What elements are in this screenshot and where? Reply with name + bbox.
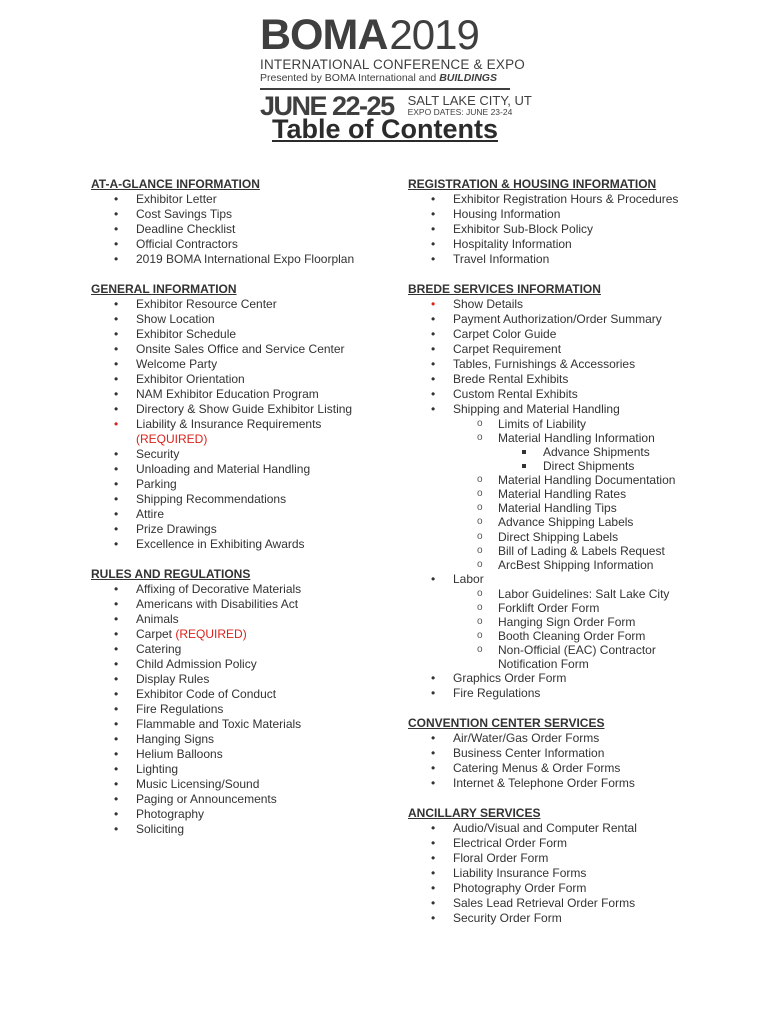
toc-item[interactable]: • Music Licensing/Sound — [91, 777, 391, 792]
toc-item[interactable]: • Attire — [91, 507, 391, 522]
toc-item[interactable]: • Business Center Information — [408, 746, 738, 761]
toc-item[interactable]: • Catering Menus & Order Forms — [408, 761, 738, 776]
toc-item[interactable]: • Deadline Checklist — [91, 222, 391, 237]
section-brede-services — [408, 282, 738, 701]
toc-item[interactable]: • Display Rules — [91, 672, 391, 687]
toc-item[interactable]: • Soliciting — [91, 822, 391, 837]
toc-subitem[interactable]: o Hanging Sign Order Form — [453, 615, 738, 629]
toc-item-shipping[interactable]: • Shipping and Material Handling o Limits of Liability o Material Handling Information Advance Shipments Direct Shipments o Material Handling Documentation o Material Handling Rates o Material Handling Tips o Advance Shipping Labels o Direct Shipping Labels o Bill of Lading & Labels Request o ArcBest Shipping Information — [408, 402, 738, 572]
toc-item[interactable]: • Security — [91, 447, 391, 462]
section-heading[interactable]: REGISTRATION & HOUSING INFORMATION — [408, 177, 657, 191]
logo-year: 2019 — [389, 11, 479, 58]
toc-subitem[interactable]: o Advance Shipping Labels — [453, 515, 738, 529]
toc-item[interactable]: • Flammable and Toxic Materials — [91, 717, 391, 732]
toc-item[interactable]: • Hospitality Information — [408, 237, 738, 252]
toc-item-show-details[interactable]: • Show Details — [408, 297, 738, 312]
toc-item[interactable]: • Exhibitor Letter — [91, 192, 391, 207]
logo-brand: BOMA — [260, 11, 388, 59]
toc-item[interactable]: • Unloading and Material Handling — [91, 462, 391, 477]
logo-city: SALT LAKE CITY, UT — [407, 93, 532, 108]
toc-subsubitem[interactable]: Direct Shipments — [498, 459, 738, 473]
toc-item[interactable]: • Floral Order Form — [408, 851, 738, 866]
toc-item[interactable]: • Directory & Show Guide Exhibitor Listing — [91, 402, 391, 417]
toc-item[interactable]: • Exhibitor Schedule — [91, 327, 391, 342]
toc-item[interactable]: • Animals — [91, 612, 391, 627]
toc-subitem[interactable]: o Forklift Order Form — [453, 601, 738, 615]
section-registration-housing — [408, 177, 738, 267]
toc-item[interactable]: • Internet & Telephone Order Forms — [408, 776, 738, 791]
toc-item[interactable]: • Electrical Order Form — [408, 836, 738, 851]
logo-presented-line: Presented by BOMA International and BUILDINGS — [260, 72, 497, 84]
toc-item[interactable]: • Catering — [91, 642, 391, 657]
toc-subitem[interactable]: o Limits of Liability — [453, 417, 738, 431]
toc-item[interactable]: • Helium Balloons — [91, 747, 391, 762]
toc-item[interactable]: • Graphics Order Form — [408, 671, 738, 686]
toc-item[interactable]: • Liability Insurance Forms — [408, 866, 738, 881]
toc-item[interactable]: • Exhibitor Resource Center — [91, 297, 391, 312]
toc-item[interactable]: • 2019 BOMA International Expo Floorplan — [91, 252, 391, 267]
toc-item[interactable]: • Custom Rental Exhibits — [408, 387, 738, 402]
toc-item[interactable]: • Audio/Visual and Computer Rental — [408, 821, 738, 836]
toc-item[interactable]: • Housing Information — [408, 207, 738, 222]
logo-divider — [260, 88, 510, 90]
section-heading[interactable]: BREDE SERVICES INFORMATION — [408, 282, 601, 296]
section-rules-regulations — [91, 567, 391, 837]
toc-item[interactable]: • Official Contractors — [91, 237, 391, 252]
toc-item[interactable]: • Carpet Color Guide — [408, 327, 738, 342]
toc-item[interactable]: • Exhibitor Sub-Block Policy — [408, 222, 738, 237]
toc-item[interactable]: • Photography Order Form — [408, 881, 738, 896]
toc-item[interactable]: • Exhibitor Registration Hours & Procedures — [408, 192, 738, 207]
toc-item[interactable]: • Hanging Signs — [91, 732, 391, 747]
section-at-a-glance — [91, 177, 391, 267]
toc-item[interactable]: • Cost Savings Tips — [91, 207, 391, 222]
toc-subitem-eac-contractor[interactable]: o Non-Official (EAC) Contractor Notification Form — [453, 643, 738, 671]
toc-item[interactable]: • Exhibitor Code of Conduct — [91, 687, 391, 702]
section-heading[interactable]: GENERAL INFORMATION — [91, 282, 237, 296]
toc-item[interactable]: • Affixing of Decorative Materials — [91, 582, 391, 597]
toc-item[interactable]: • Exhibitor Orientation — [91, 372, 391, 387]
right-column — [408, 177, 738, 926]
toc-item[interactable]: • NAM Exhibitor Education Program — [91, 387, 391, 402]
toc-item-labor[interactable]: • Labor o Labor Guidelines: Salt Lake City o Forklift Order Form o Hanging Sign Order Form o Booth Cleaning Order Form o Non-Official (EAC) Contractor Notification Form — [408, 572, 738, 672]
toc-item-liability-insurance[interactable]: • Liability & Insurance Requirements (REQUIRED) — [91, 417, 391, 447]
toc-item[interactable]: • Carpet Requirement — [408, 342, 738, 357]
toc-item[interactable]: • Excellence in Exhibiting Awards — [91, 537, 391, 552]
left-column — [91, 177, 391, 837]
toc-item[interactable]: • Air/Water/Gas Order Forms — [408, 731, 738, 746]
toc-item[interactable]: • Fire Regulations — [408, 686, 738, 701]
toc-item[interactable]: • Fire Regulations — [91, 702, 391, 717]
toc-item[interactable]: • Tables, Furnishings & Accessories — [408, 357, 738, 372]
toc-item[interactable]: • Parking — [91, 477, 391, 492]
toc-subitem[interactable]: o Material Handling Tips — [453, 501, 738, 515]
toc-subsubitem[interactable]: Advance Shipments — [498, 445, 738, 459]
toc-item[interactable]: • Security Order Form — [408, 911, 738, 926]
logo-conference-line: INTERNATIONAL CONFERENCE & EXPO — [260, 57, 525, 72]
section-heading[interactable]: CONVENTION CENTER SERVICES — [408, 716, 605, 731]
toc-subitem[interactable]: o Material Handling Documentation — [453, 473, 738, 487]
section-heading[interactable]: AT-A-GLANCE INFORMATION — [91, 177, 260, 191]
toc-item[interactable]: • Onsite Sales Office and Service Center — [91, 342, 391, 357]
toc-item[interactable]: • Show Location — [91, 312, 391, 327]
boma-logo — [260, 11, 532, 121]
section-convention-center — [408, 716, 738, 791]
section-heading[interactable]: ANCILLARY SERVICES — [408, 806, 541, 821]
section-general-information — [91, 282, 391, 552]
logo-dates: JUNE 22-25 — [260, 91, 394, 121]
required-label: (REQUIRED) — [175, 627, 247, 641]
toc-item[interactable]: • Payment Authorization/Order Summary — [408, 312, 738, 327]
toc-item[interactable]: • Brede Rental Exhibits — [408, 372, 738, 387]
section-ancillary-services — [408, 806, 738, 926]
toc-item-carpet[interactable]: • Carpet (REQUIRED) — [91, 627, 391, 642]
toc-subitem[interactable]: o ArcBest Shipping Information — [453, 558, 738, 572]
toc-subitem[interactable]: o Material Handling Rates — [453, 487, 738, 501]
toc-item[interactable]: • Lighting — [91, 762, 391, 777]
toc-item[interactable]: • Shipping Recommendations — [91, 492, 391, 507]
page-title: Table of Contents — [272, 114, 498, 144]
toc-item[interactable]: • Child Admission Policy — [91, 657, 391, 672]
toc-subitem[interactable]: o Bill of Lading & Labels Request — [453, 544, 738, 558]
toc-item[interactable]: • Prize Drawings — [91, 522, 391, 537]
toc-item[interactable]: • Welcome Party — [91, 357, 391, 372]
toc-subitem[interactable]: o Labor Guidelines: Salt Lake City — [453, 587, 738, 601]
logo-expo-dates: EXPO DATES: JUNE 23-24 — [407, 107, 513, 117]
toc-subitem-material-handling[interactable]: o Material Handling Information Advance Shipments Direct Shipments — [453, 431, 738, 473]
toc-item[interactable]: • Americans with Disabilities Act — [91, 597, 391, 612]
toc-item[interactable]: • Photography — [91, 807, 391, 822]
toc-item[interactable]: • Travel Information — [408, 252, 738, 267]
toc-item[interactable]: • Sales Lead Retrieval Order Forms — [408, 896, 738, 911]
toc-item[interactable]: • Paging or Announcements — [91, 792, 391, 807]
section-heading[interactable]: RULES AND REGULATIONS — [91, 567, 251, 581]
toc-subitem[interactable]: o Booth Cleaning Order Form — [453, 629, 738, 643]
required-label: (REQUIRED) — [136, 432, 208, 446]
toc-subitem[interactable]: o Direct Shipping Labels — [453, 530, 738, 544]
